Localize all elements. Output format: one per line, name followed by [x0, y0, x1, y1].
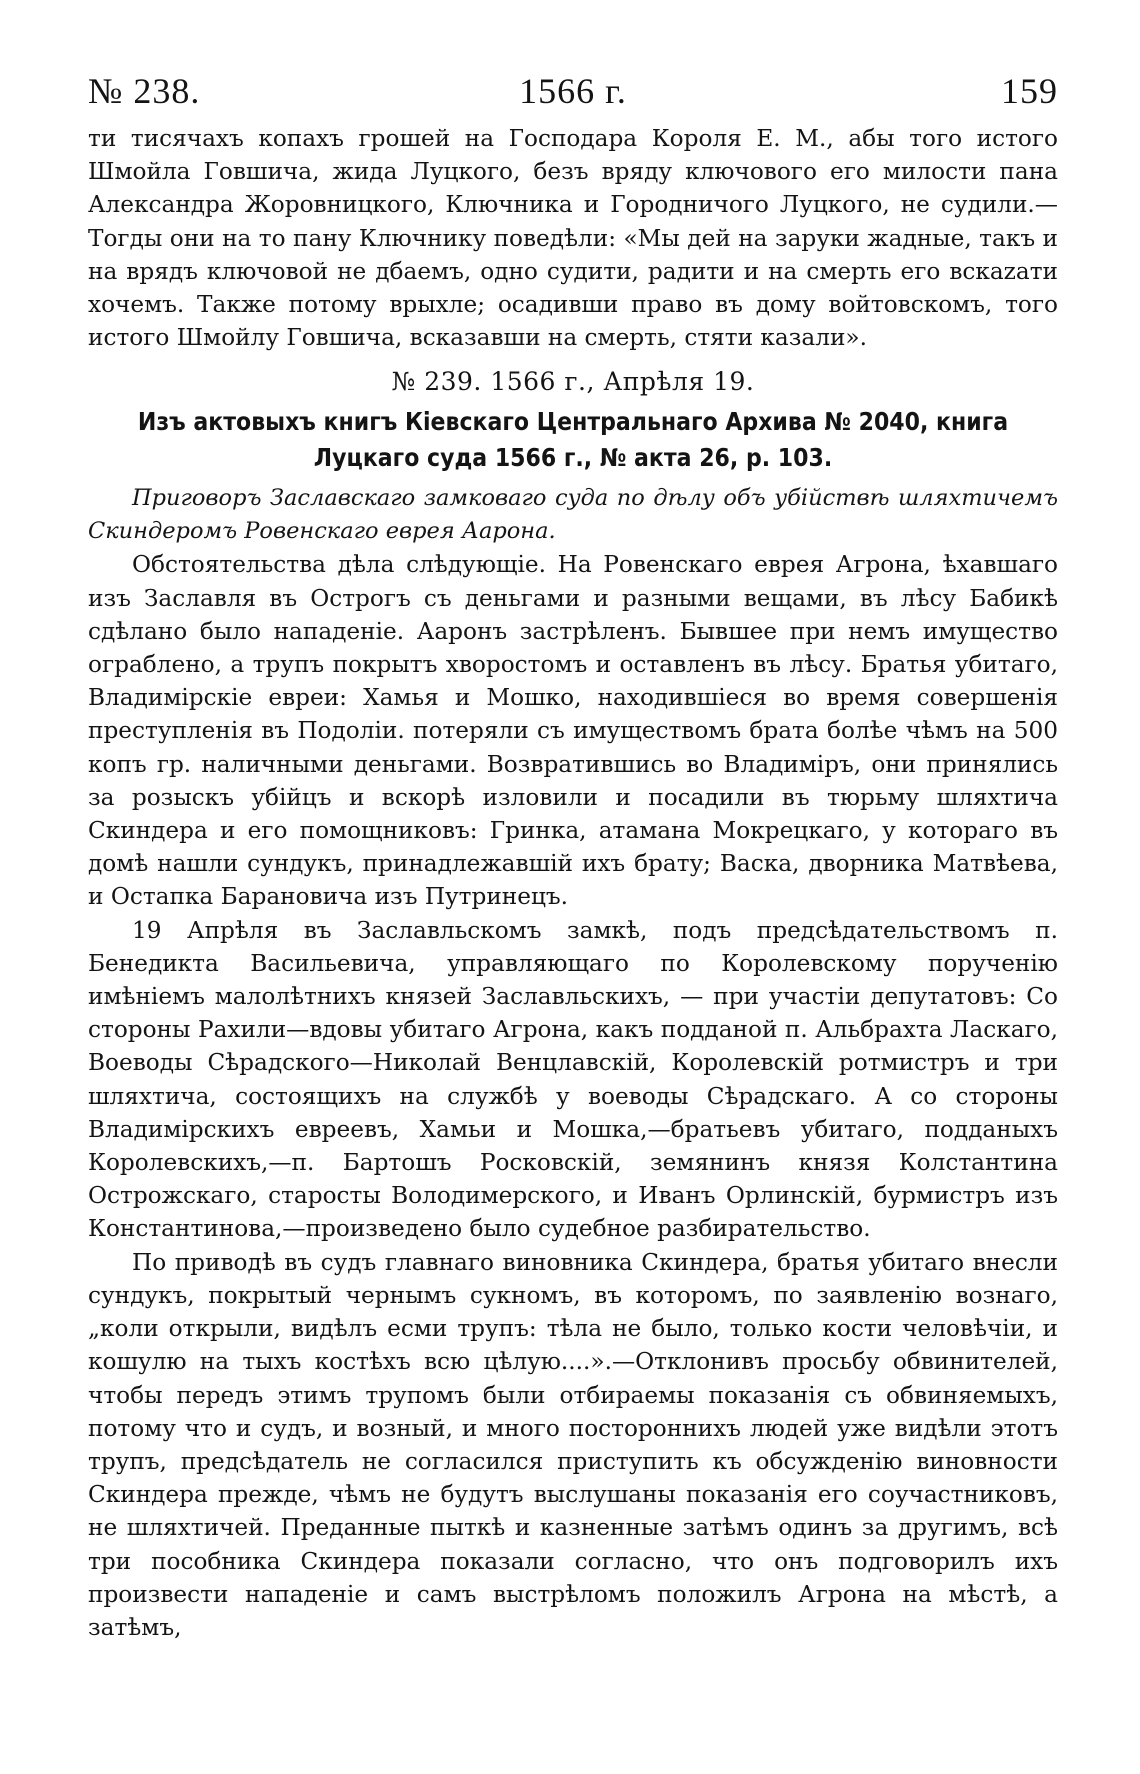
- paragraph: 19 Апрѣля въ Заславльскомъ замкѣ, подъ предсѣдательствомъ п. Бенедикта Васильевича, управляющаго по Королевскому порученію имѣніемъ малолѣтнихъ князей Заславльскихъ, — при участіи депутатовъ: Со стороны Рахили—вдовы убитаго Агрона, какъ подданой п. Альбрахта Ласкаго, Воеводы Сѣрадского—Николай Венцлавскій, Королевскій ротмистръ и три шляхтича, состоящихъ на службѣ у воеводы Сѣрадскаго. А со стороны Владимірскихъ евреевъ, Хамьи и Мошка,—братьевъ убитаго, подданыхъ Королевскихъ,—п. Бартошъ Росковскій, земянинъ князя Колстантина Острожскаго, старосты Володимерского, и Иванъ Орлинскій, бурмистръ изъ Константинова,—произведено было судебное разбирательство.: [88, 916, 1058, 1243]
- continuation-block: [88, 122, 1058, 354]
- year-header: 1566 г.: [519, 71, 627, 111]
- continuation-paragraph: ти тисячахъ копахъ грошей на Господара Короля Е. М., абы того истого Шмойла Говшича, жида Луцкого, безъ вряду ключового его милости пана Александра Жоровницкого, Ключника и Городничого Луцкого, не судили.— Тогды они на то пану Ключнику поведѣли: «Мы дей на заруки жадные, такъ и на врядъ ключовой не дбаемъ, одно судити, радити и на смерть его вскazати хочемъ. Также потому врыхле; осадивши право въ дому войтовскомъ, того истого Шмойлу Говшича, вскaзавши на смерть, стяти казали».: [88, 125, 1058, 352]
- book-page: [88, 62, 1058, 1644]
- source-heading: Изъ актовыхъ книгъ Кіевскаго Центральнаго Архива № 2040, книга Луцкаго суда 1566 г., № акта 26, р. 103.: [137, 407, 1009, 473]
- document-number-heading: № 239. 1566 г., Апрѣля 19.: [391, 367, 755, 397]
- paragraph: Обстоятельства дѣла слѣдующіе. На Ровенскаго еврея Агрона, ѣхавшаго изъ Заславля въ Острогъ съ деньгами и разными вещами, въ лѣсу Бабикѣ сдѣлано было нападеніе. Ааронъ застрѣленъ. Бывшее при немъ имущество ограблено, а трупъ покрытъ хворостомъ и оставленъ въ лѣсу. Братья убитаго, Владимірскіе евреи: Хамья и Мошко, находившіеся во время совершенія преступленія въ Подоліи. потеряли съ имуществомъ брата болѣе чѣмъ на 500 копъ гр. наличными деньгами. Возвратившись во Владиміръ, они принялись за розыскъ убійцъ и вскорѣ изловили и посадили въ тюрьму шляхтича Скиндера и его помощниковъ: Гринка, атамана Мокрецкаго, у котораго въ домѣ нашли сундукъ, принадлежавшій ихъ брату; Васка, дворника Матвѣева, и Остапка Барановича изъ Путринецъ.: [88, 551, 1058, 911]
- paragraph: По приводѣ въ судъ главнаго виновника Скиндера, братья убитаго внесли сундукъ, покрытый чернымъ сукномъ, въ которомъ, по заявленію вознаго, „коли открыли, видѣлъ есми трупъ: тѣла не было, только кости человѣчіи, и кошулю на тыхъ костѣхъ всю цѣлую....».—Отклонивъ просьбу обвинителей, чтобы передъ этимъ трупомъ были отбираемы показанія съ обвиняемыхъ, потому что и судъ, и возный, и много постороннихъ людей уже видѣли этотъ трупъ, предсѣдатель не согласился приступить къ обсужденію виновности Скиндера прежде, чѣмъ не будутъ выслушаны показанія его соучастниковъ, не шляхтичей. Преданные пыткѣ и казненные затѣмъ одинъ за другимъ, всѣ три пособника Скиндера показали согласно, что онъ подговорилъ ихъ произвести нападеніе и самъ выстрѣломъ положилъ Агрона на мѣстѣ, а затѣмъ,: [88, 1248, 1058, 1641]
- document-number-header: № 238.: [88, 71, 201, 111]
- running-head: [88, 62, 1058, 122]
- document-summary: Приговоръ Заславскаго замковаго суда по дѣлу объ убійствѣ шляхтичемъ Скиндеромъ Ровенскаго еврея Аарона.: [88, 485, 1058, 545]
- main-text: [88, 548, 1058, 1644]
- page-number: 159: [1001, 71, 1058, 111]
